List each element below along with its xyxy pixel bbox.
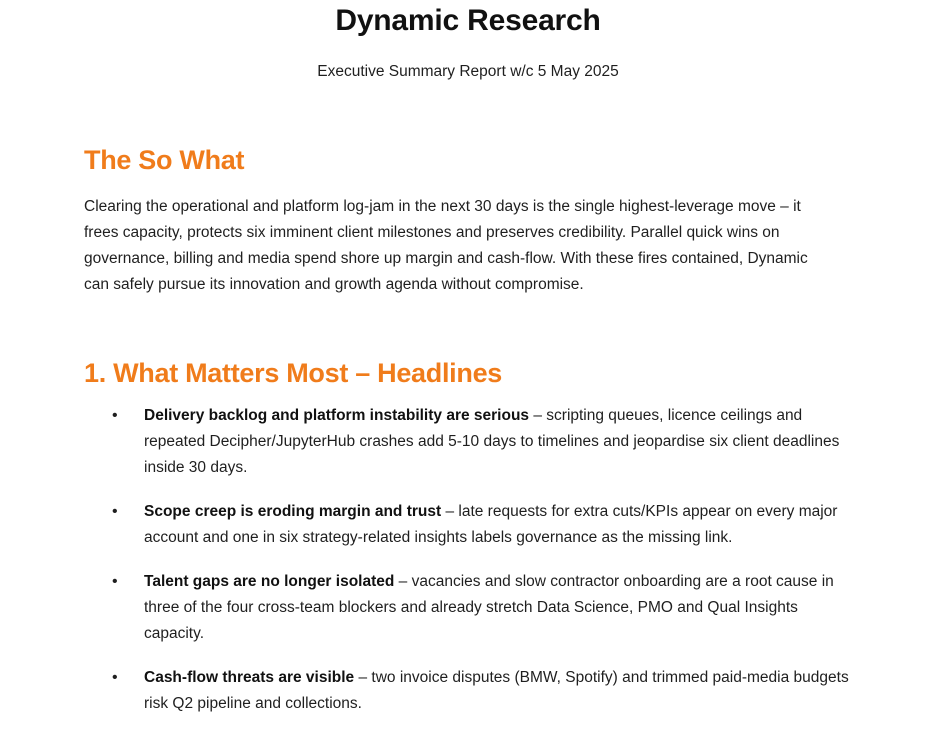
list-item — [84, 569, 852, 665]
section-headlines — [84, 298, 852, 735]
headlines-bullet-list — [84, 389, 852, 735]
list-item — [84, 499, 852, 569]
list-item-text: – scripting queues, licence ceilings and repeated Decipher/JupyterHub crashes add 5-10 days to timelines and jeopardise six client deadlines inside 30 days. — [144, 407, 840, 476]
list-item-lead: Cash-flow threats are visible — [144, 669, 355, 686]
page-title: Dynamic Research — [335, 4, 601, 37]
list-item — [84, 403, 852, 499]
list-item-lead: Scope creep is eroding margin and trust — [144, 503, 442, 520]
list-item-lead: Talent gaps are no longer isolated — [144, 573, 395, 590]
list-item-text: – two invoice disputes (BMW, Spotify) and trimmed paid-media budgets risk Q2 pipeline and collections. — [144, 669, 849, 712]
section-heading-headlines: 1. What Matters Most – Headlines — [84, 358, 502, 388]
section-heading-so-what: The So What — [84, 145, 245, 175]
section-paragraph-so-what: Clearing the operational and platform log-jam in the next 30 days is the single highest-leverage move – it frees capacity, protects six imminent client milestones and preserves credibility. Parallel quick wins on governance, billing and media spend shore up margin and cash-flow. With these fires contained, Dynamic can safely pursue its innovation and growth agenda without compromise. — [84, 198, 808, 293]
list-item-text: – late requests for extra cuts/KPIs appear on every major account and one in six strategy-related insights labels governance as the missing link. — [144, 503, 838, 546]
section-so-what — [84, 81, 852, 298]
list-item-lead: Delivery backlog and platform instability are serious — [144, 407, 530, 424]
list-item-text: – vacancies and slow contractor onboarding are a root cause in three of the four cross-team blockers and already stretch Data Science, PMO and Qual Insights capacity. — [144, 573, 834, 642]
list-item — [84, 665, 852, 735]
page-subtitle: Executive Summary Report w/c 5 May 2025 — [317, 63, 619, 80]
